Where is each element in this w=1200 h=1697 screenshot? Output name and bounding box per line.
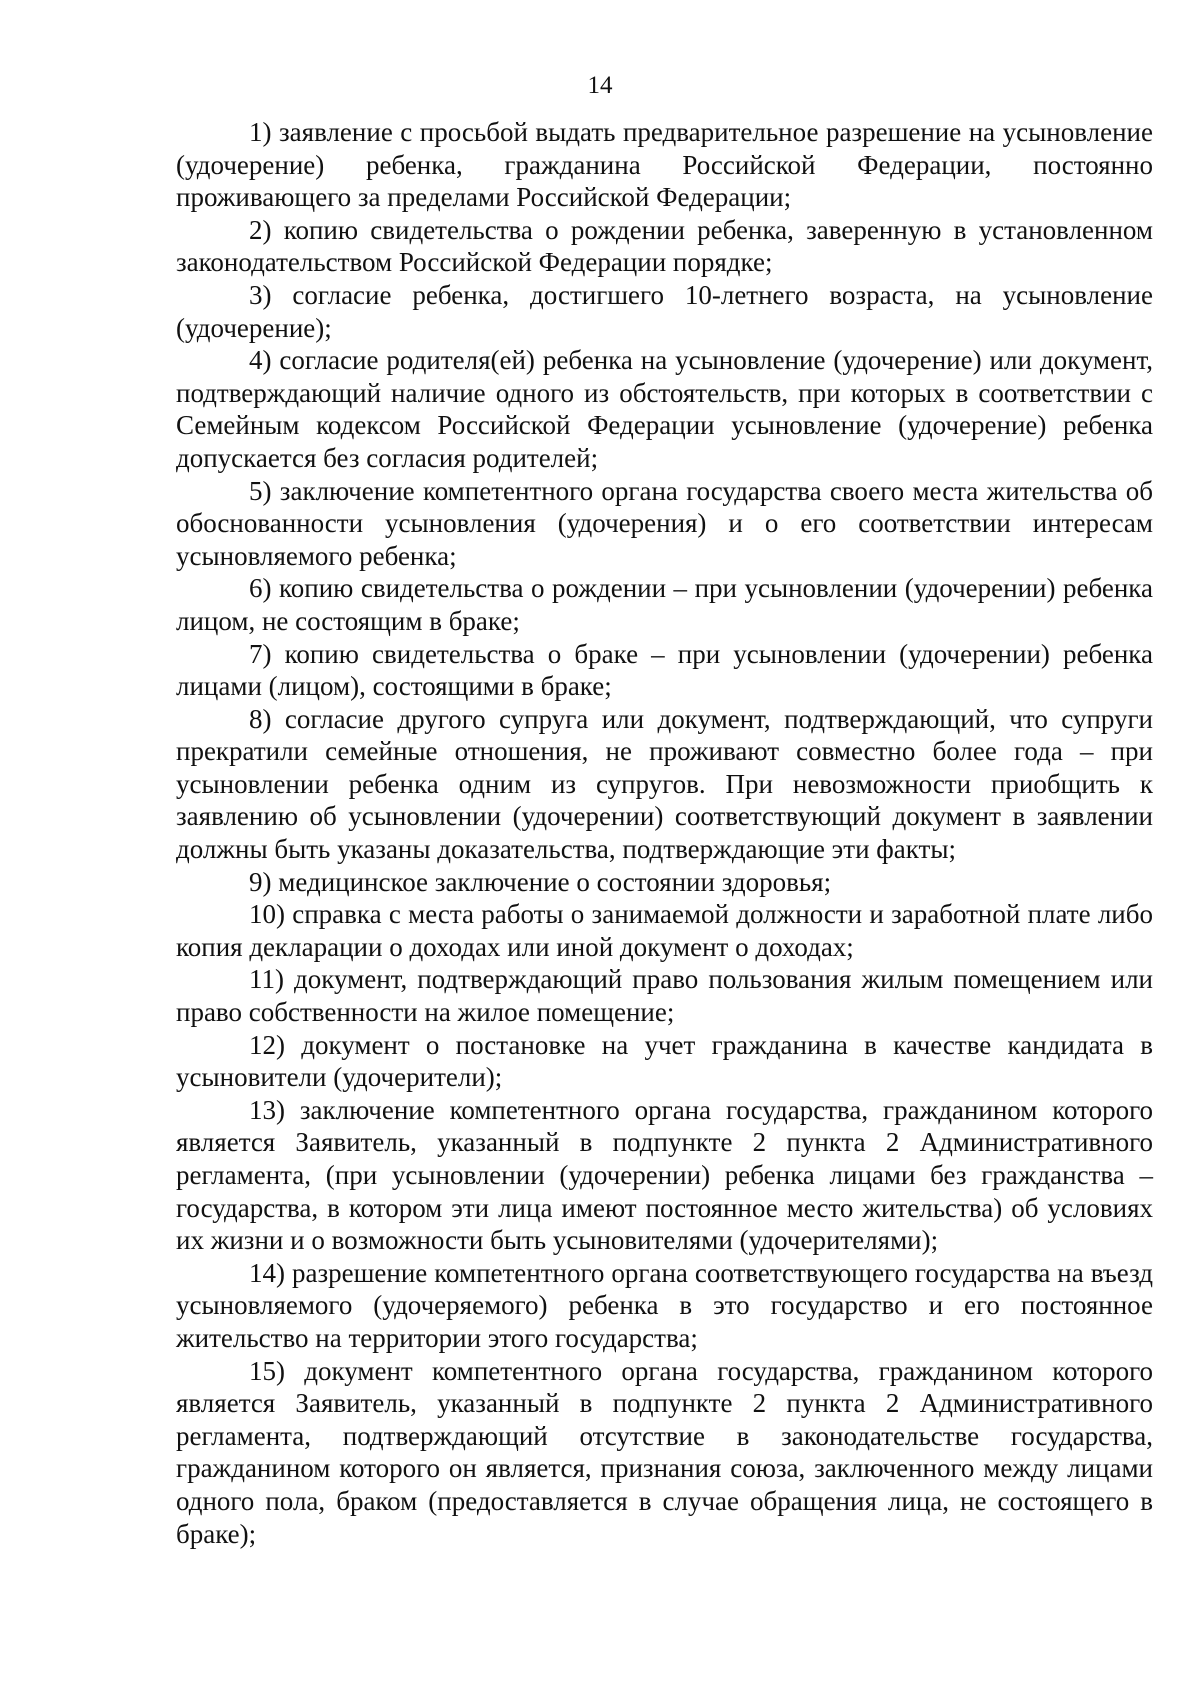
list-item: 1) заявление с просьбой выдать предварительное разрешение на усыновление (удочерение) ребенка, гражданина Российской Федерации, постоянно проживающего за пределами Российской Федерации; bbox=[176, 117, 1153, 213]
list-item: 4) согласие родителя(ей) ребенка на усыновление (удочерение) или документ, подтверждающий наличие одного из обстоятельств, при которых в соответствии с Семейным кодексом Российской Федерации усыновление (удочерение) ребенка допускается без согласия родителей; bbox=[176, 345, 1153, 473]
list-item: 2) копию свидетельства о рождении ребенка, заверенную в установленном законодательством Российской Федерации порядке; bbox=[176, 214, 1153, 278]
list-item: 3) согласие ребенка, достигшего 10-летнего возраста, на усыновление (удочерение); bbox=[176, 279, 1153, 343]
page-number: 14 bbox=[587, 72, 613, 99]
list-item: 7) копию свидетельства о браке – при усыновлении (удочерении) ребенка лицами (лицом), состоящими в браке; bbox=[176, 638, 1153, 702]
list-item: 15) документ компетентного органа государства, гражданином которого является Заявитель, указанный в подпункте 2 пункта 2 Административного регламента, подтверждающий отсутствие в законодательстве государства, гражданином которого он является, признания союза, заключенного между лицами одного пола, браком (предоставляется в случае обращения лица, не состоящего в браке); bbox=[176, 1355, 1153, 1549]
list-item: 10) справка с места работы о занимаемой должности и заработной плате либо копия декларации о доходах или иной документ о доходах; bbox=[176, 899, 1153, 962]
list-item: 12) документ о постановке на учет гражданина в качестве кандидата в усыновители (удочерители); bbox=[176, 1029, 1153, 1093]
list-item: 5) заключение компетентного органа государства своего места жительства об обоснованности усыновления (удочерения) и о его соответствии интересам усыновляемого ребенка; bbox=[176, 475, 1153, 571]
document-body bbox=[176, 116, 1153, 1550]
list-item: 13) заключение компетентного органа государства, гражданином которого является Заявитель, указанный в подпункте 2 пункта 2 Административного регламента, (при усыновлении (удочерении) ребенка лицами без гражданства – государства, в котором эти лица имеют постоянное место жительства) об условиях их жизни и о возможности быть усыновителями (удочерителями); bbox=[176, 1094, 1153, 1256]
list-item: 6) копию свидетельства о рождении – при усыновлении (удочерении) ребенка лицом, не состоящим в браке; bbox=[176, 573, 1153, 636]
list-item: 11) документ, подтверждающий право пользования жилым помещением или право собственности на жилое помещение; bbox=[176, 964, 1153, 1028]
list-item: 9) медицинское заключение о состоянии здоровья; bbox=[249, 866, 832, 897]
list-item: 14) разрешение компетентного органа соответствующего государства на въезд усыновляемого (удочеряемого) ребенка в это государство и его постоянное жительство на территории этого государства; bbox=[176, 1257, 1153, 1353]
list-item: 8) согласие другого супруга или документ, подтверждающий, что супруги прекратили семейные отношения, не проживают совместно более года – при усыновлении ребенка одним из супругов. При невозможности приобщить к заявлению об усыновлении (удочерении) соответствующий документ в заявлении должны быть указаны доказательства, подтверждающие эти факты; bbox=[176, 703, 1153, 865]
